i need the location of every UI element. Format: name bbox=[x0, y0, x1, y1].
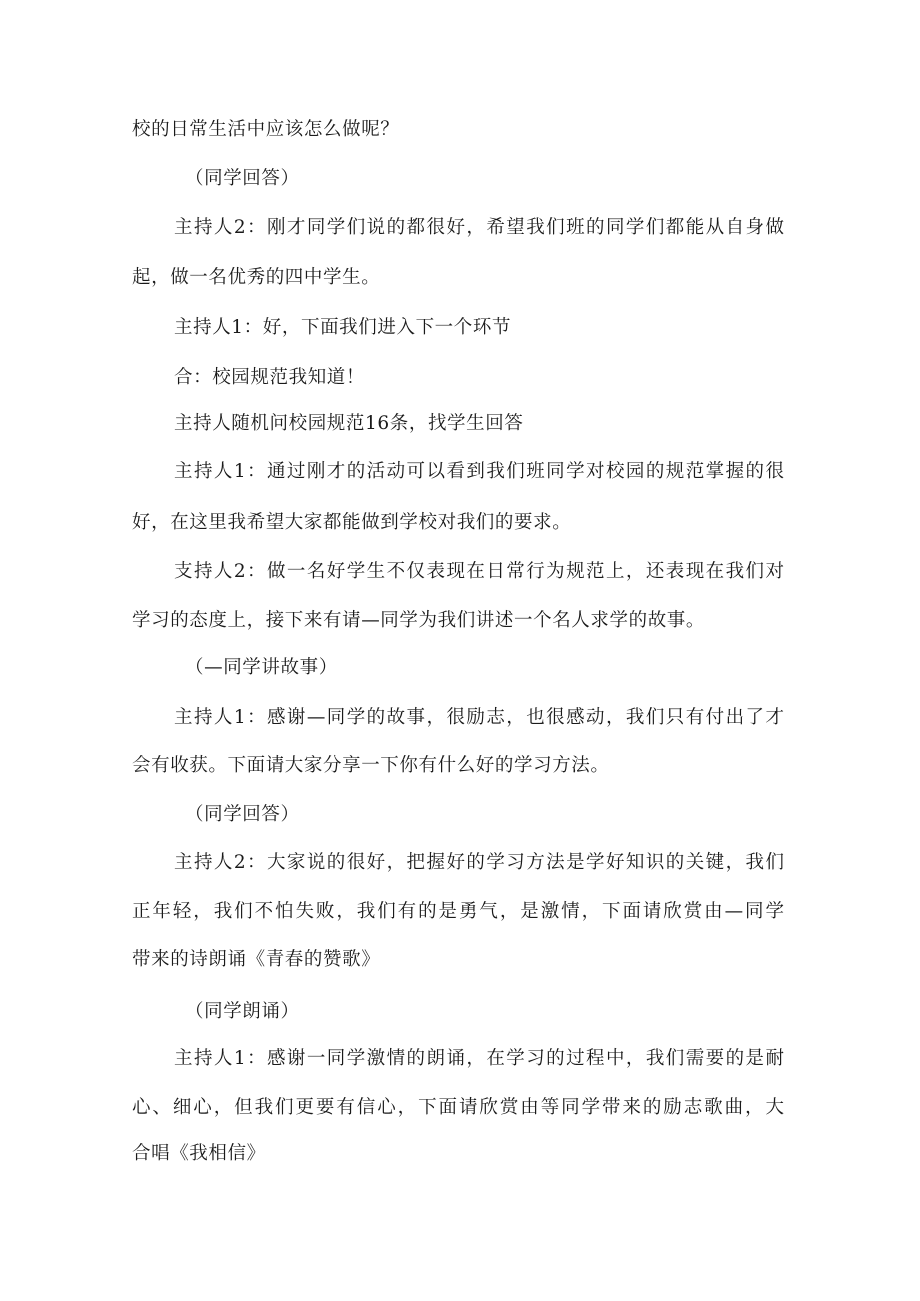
text-line: （同学回答） bbox=[185, 804, 300, 825]
text-line: 主持人1：好，下面我们进入下一个环节 bbox=[174, 317, 512, 338]
text-line: 起，做一名优秀的四中学生。 bbox=[132, 267, 381, 288]
text-line: 带来的诗朗诵《青春的赞歌》 bbox=[132, 949, 381, 970]
text-line: 合唱《我相信》 bbox=[132, 1143, 266, 1164]
text-line: 合：校园规范我知道！ bbox=[174, 367, 366, 388]
text-line: 正年轻，我们不怕失败，我们有的是勇气，是激情，下面请欣赏由—同学 bbox=[132, 901, 784, 922]
text-line: 主持人2：刚才同学们说的都很好，希望我们班的同学们都能从自身做 bbox=[174, 217, 784, 238]
text-line: 主持人随机问校园规范16条，找学生回答 bbox=[174, 413, 524, 434]
text-line: 主持人1：通过刚才的活动可以看到我们班同学对校园的规范掌握的很 bbox=[174, 461, 784, 482]
text-line: 好，在这里我希望大家都能做到学校对我们的要求。 bbox=[132, 512, 572, 533]
text-line: 会有收获。下面请大家分享一下你有什么好的学习方法。 bbox=[132, 755, 610, 776]
text-line: 主持人1：感谢一同学激情的朗诵，在学习的过程中，我们需要的是耐 bbox=[174, 1048, 784, 1069]
text-line: 主持人1：感谢—同学的故事，很励志，也很感动，我们只有付出了才 bbox=[174, 707, 784, 728]
text-line: （—同学讲故事） bbox=[185, 657, 338, 678]
text-line: （同学朗诵） bbox=[185, 1001, 300, 1022]
text-line: 支持人2：做一名好学生不仅表现在日常行为规范上，还表现在我们对 bbox=[174, 561, 784, 582]
text-line: 学习的态度上，接下来有请—同学为我们讲述一个名人求学的故事。 bbox=[132, 610, 706, 631]
text-line: 心、细心，但我们更要有信心，下面请欣赏由等同学带来的励志歌曲，大 bbox=[132, 1097, 784, 1118]
text-line: （同学回答） bbox=[185, 168, 300, 189]
text-line: 校的日常生活中应该怎么做呢？ bbox=[132, 119, 400, 140]
text-line: 主持人2：大家说的很好，把握好的学习方法是学好知识的关键，我们 bbox=[174, 852, 784, 873]
